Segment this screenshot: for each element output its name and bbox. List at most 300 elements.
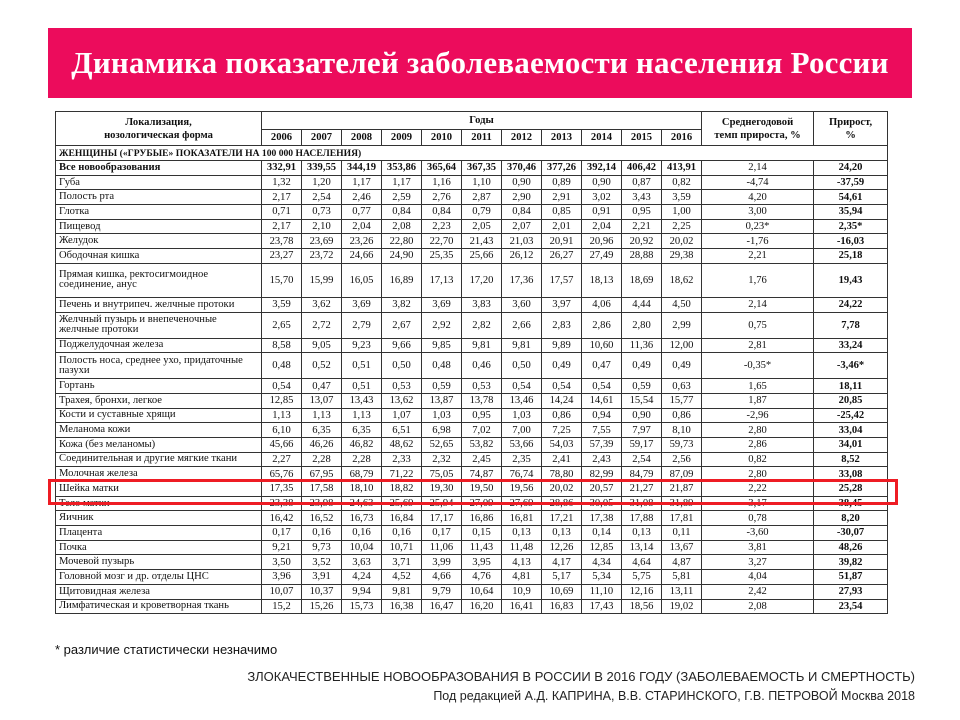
avg-growth-cell: 2,86	[702, 437, 814, 452]
value-cell: 2,59	[382, 190, 422, 205]
value-cell: 2,76	[422, 190, 462, 205]
value-cell: 18,13	[582, 263, 622, 297]
value-cell: 10,37	[302, 584, 342, 599]
value-cell: 18,10	[342, 482, 382, 497]
value-cell: 1,03	[422, 408, 462, 423]
value-cell: 4,44	[622, 297, 662, 312]
value-cell: 2,91	[542, 190, 582, 205]
value-cell: 0,84	[382, 205, 422, 220]
increase-cell: 48,26	[814, 540, 888, 555]
value-cell: 29,38	[662, 249, 702, 264]
row-label: Меланома кожи	[56, 423, 262, 438]
value-cell: 0,79	[462, 205, 502, 220]
value-cell: 28,86	[542, 496, 582, 511]
value-cell: 370,46	[502, 161, 542, 176]
value-cell: 16,20	[462, 599, 502, 614]
value-cell: 13,11	[662, 584, 702, 599]
increase-cell: 24,22	[814, 297, 888, 312]
avg-growth-cell: 1,76	[702, 263, 814, 297]
value-cell: 2,28	[342, 452, 382, 467]
value-cell: 13,07	[302, 393, 342, 408]
value-cell: 406,42	[622, 161, 662, 176]
value-cell: 2,67	[382, 312, 422, 338]
value-cell: 4,34	[582, 555, 622, 570]
table-row	[56, 437, 888, 452]
value-cell: 3,63	[342, 555, 382, 570]
value-cell: 0,90	[582, 175, 622, 190]
value-cell: 0,90	[502, 175, 542, 190]
value-cell: 16,42	[262, 511, 302, 526]
value-cell: 13,78	[462, 393, 502, 408]
value-cell: 0,95	[622, 205, 662, 220]
row-label: Тело матки	[56, 496, 262, 511]
avg-growth-cell: 4,04	[702, 570, 814, 585]
value-cell: 23,38	[262, 496, 302, 511]
table-row	[56, 297, 888, 312]
value-cell: 13,43	[342, 393, 382, 408]
table-row	[56, 423, 888, 438]
value-cell: 2,66	[502, 312, 542, 338]
avg-growth-cell: 2,14	[702, 297, 814, 312]
value-cell: 12,16	[622, 584, 662, 599]
value-cell: 17,57	[542, 263, 582, 297]
value-cell: 19,30	[422, 482, 462, 497]
value-cell: 4,76	[462, 570, 502, 585]
value-cell: 71,22	[382, 467, 422, 482]
value-cell: 2,07	[502, 219, 542, 234]
column-header-localization-line2: нозологическая форма	[104, 129, 213, 141]
value-cell: 3,02	[582, 190, 622, 205]
value-cell: 0,17	[422, 526, 462, 541]
value-cell: 2,27	[262, 452, 302, 467]
value-cell: 46,82	[342, 437, 382, 452]
value-cell: 9,79	[422, 584, 462, 599]
value-cell: 16,81	[502, 511, 542, 526]
value-cell: 14,61	[582, 393, 622, 408]
increase-cell: 23,54	[814, 599, 888, 614]
value-cell: 6,35	[342, 423, 382, 438]
value-cell: 2,86	[582, 312, 622, 338]
value-cell: 17,81	[662, 511, 702, 526]
value-cell: 16,73	[342, 511, 382, 526]
value-cell: 2,10	[302, 219, 342, 234]
avg-growth-cell: 2,80	[702, 423, 814, 438]
value-cell: 24,66	[342, 249, 382, 264]
table-row	[56, 234, 888, 249]
increase-cell: 27,93	[814, 584, 888, 599]
value-cell: 6,98	[422, 423, 462, 438]
value-cell: 59,73	[662, 437, 702, 452]
row-label: Соединительная и другие мягкие ткани	[56, 452, 262, 467]
value-cell: 3,50	[262, 555, 302, 570]
value-cell: 2,28	[302, 452, 342, 467]
avg-growth-cell: -4,74	[702, 175, 814, 190]
value-cell: 2,32	[422, 452, 462, 467]
value-cell: 16,89	[382, 263, 422, 297]
value-cell: 13,67	[662, 540, 702, 555]
value-cell: 1,17	[342, 175, 382, 190]
increase-cell: -3,46*	[814, 353, 888, 379]
value-cell: 53,82	[462, 437, 502, 452]
value-cell: 45,66	[262, 437, 302, 452]
section-label: ЖЕНЩИНЫ («ГРУБЫЕ» ПОКАЗАТЕЛИ НА 100 000 НАСЕЛЕНИЯ)	[56, 146, 888, 161]
increase-cell: 18,11	[814, 379, 888, 394]
value-cell: 17,17	[422, 511, 462, 526]
value-cell: 0,82	[662, 175, 702, 190]
value-cell: 25,66	[462, 249, 502, 264]
value-cell: 11,06	[422, 540, 462, 555]
value-cell: 15,77	[662, 393, 702, 408]
year-header-2013: 2013	[542, 130, 582, 146]
increase-cell: 38,45	[814, 496, 888, 511]
table-row	[56, 599, 888, 614]
avg-growth-cell: -1,76	[702, 234, 814, 249]
value-cell: 23,78	[262, 234, 302, 249]
value-cell: 0,15	[462, 526, 502, 541]
value-cell: 17,35	[262, 482, 302, 497]
value-cell: 0,54	[502, 379, 542, 394]
value-cell: 20,02	[662, 234, 702, 249]
avg-growth-cell: 3,17	[702, 496, 814, 511]
table-row	[56, 452, 888, 467]
source-caption-editors: Под редакцией А.Д. КАПРИНА, В.В. СТАРИНСКОГО, Г.В. ПЕТРОВОЙ Москва 2018	[433, 689, 915, 703]
value-cell: 0,53	[382, 379, 422, 394]
avg-growth-cell: 0,82	[702, 452, 814, 467]
value-cell: 6,10	[262, 423, 302, 438]
row-label: Прямая кишка, ректосигмоидное соединение, анус	[56, 263, 262, 297]
value-cell: 24,63	[342, 496, 382, 511]
value-cell: 67,95	[302, 467, 342, 482]
value-cell: 13,87	[422, 393, 462, 408]
row-label: Кости и суставные хрящи	[56, 408, 262, 423]
value-cell: 413,91	[662, 161, 702, 176]
value-cell: 2,01	[542, 219, 582, 234]
value-cell: 15,99	[302, 263, 342, 297]
year-header-2011: 2011	[462, 130, 502, 146]
value-cell: 76,74	[502, 467, 542, 482]
value-cell: 18,62	[662, 263, 702, 297]
value-cell: 23,27	[262, 249, 302, 264]
value-cell: 2,43	[582, 452, 622, 467]
increase-cell: -16,03	[814, 234, 888, 249]
value-cell: 57,39	[582, 437, 622, 452]
value-cell: 1,03	[502, 408, 542, 423]
value-cell: 13,62	[382, 393, 422, 408]
increase-cell: 33,24	[814, 338, 888, 353]
value-cell: 2,82	[462, 312, 502, 338]
value-cell: 7,97	[622, 423, 662, 438]
value-cell: 3,59	[262, 297, 302, 312]
value-cell: 17,13	[422, 263, 462, 297]
column-header-increase-line1: Прирост,	[828, 116, 873, 128]
value-cell: 20,57	[582, 482, 622, 497]
avg-growth-cell: 2,21	[702, 249, 814, 264]
table-row	[56, 249, 888, 264]
avg-growth-cell: 2,14	[702, 161, 814, 176]
value-cell: 2,99	[662, 312, 702, 338]
value-cell: 75,05	[422, 467, 462, 482]
row-label: Губа	[56, 175, 262, 190]
value-cell: 2,17	[262, 219, 302, 234]
increase-cell: -30,07	[814, 526, 888, 541]
title-banner	[48, 28, 912, 98]
value-cell: 16,83	[542, 599, 582, 614]
increase-cell: 8,20	[814, 511, 888, 526]
avg-growth-cell: 4,20	[702, 190, 814, 205]
value-cell: 6,51	[382, 423, 422, 438]
value-cell: 74,87	[462, 467, 502, 482]
value-cell: 1,10	[462, 175, 502, 190]
value-cell: 367,35	[462, 161, 502, 176]
source-caption-title: ЗЛОКАЧЕСТВЕННЫЕ НОВООБРАЗОВАНИЯ В РОССИИ В 2016 ГОДУ (ЗАБОЛЕВАЕМОСТЬ И СМЕРТНОСТЬ)	[247, 669, 915, 684]
row-label: Шейка матки	[56, 482, 262, 497]
row-label: Щитовидная железа	[56, 584, 262, 599]
value-cell: 2,90	[502, 190, 542, 205]
value-cell: 8,10	[662, 423, 702, 438]
page-title: Динамика показателей заболеваемости населения России	[71, 45, 889, 80]
table-row	[56, 379, 888, 394]
column-header-avg-growth-line2: темп прироста, %	[714, 129, 801, 141]
value-cell: 17,20	[462, 263, 502, 297]
value-cell: 0,17	[262, 526, 302, 541]
value-cell: 0,63	[662, 379, 702, 394]
table-row	[56, 526, 888, 541]
value-cell: 353,86	[382, 161, 422, 176]
value-cell: 1,00	[662, 205, 702, 220]
value-cell: 9,89	[542, 338, 582, 353]
row-label: Желудок	[56, 234, 262, 249]
value-cell: 332,91	[262, 161, 302, 176]
value-cell: 11,36	[622, 338, 662, 353]
row-label: Яичник	[56, 511, 262, 526]
value-cell: 4,87	[662, 555, 702, 570]
value-cell: 21,87	[662, 482, 702, 497]
value-cell: 4,52	[382, 570, 422, 585]
value-cell: 13,46	[502, 393, 542, 408]
table-row	[56, 263, 888, 297]
incidence-table	[55, 111, 888, 614]
value-cell: 0,50	[382, 353, 422, 379]
value-cell: 4,66	[422, 570, 462, 585]
value-cell: 0,49	[662, 353, 702, 379]
avg-growth-cell: -0,35*	[702, 353, 814, 379]
value-cell: 78,80	[542, 467, 582, 482]
value-cell: 54,03	[542, 437, 582, 452]
value-cell: 31,08	[622, 496, 662, 511]
value-cell: 3,69	[342, 297, 382, 312]
value-cell: 15,26	[302, 599, 342, 614]
value-cell: 2,04	[582, 219, 622, 234]
value-cell: 65,76	[262, 467, 302, 482]
value-cell: 0,49	[622, 353, 662, 379]
value-cell: 1,07	[382, 408, 422, 423]
row-label: Молочная железа	[56, 467, 262, 482]
value-cell: 0,53	[462, 379, 502, 394]
value-cell: 2,41	[542, 452, 582, 467]
value-cell: 27,09	[462, 496, 502, 511]
increase-cell: 25,28	[814, 482, 888, 497]
value-cell: 7,00	[502, 423, 542, 438]
value-cell: 2,54	[622, 452, 662, 467]
value-cell: 21,43	[462, 234, 502, 249]
table-row	[56, 511, 888, 526]
value-cell: 30,05	[582, 496, 622, 511]
value-cell: 0,94	[582, 408, 622, 423]
year-header-2007: 2007	[302, 130, 342, 146]
increase-cell: 20,85	[814, 393, 888, 408]
table-row	[56, 540, 888, 555]
avg-growth-cell: 3,81	[702, 540, 814, 555]
value-cell: 392,14	[582, 161, 622, 176]
value-cell: 0,49	[542, 353, 582, 379]
value-cell: 3,59	[662, 190, 702, 205]
value-cell: 12,00	[662, 338, 702, 353]
value-cell: 1,16	[422, 175, 462, 190]
value-cell: 0,13	[622, 526, 662, 541]
value-cell: 2,17	[262, 190, 302, 205]
value-cell: 3,62	[302, 297, 342, 312]
value-cell: 23,98	[302, 496, 342, 511]
row-label: Трахея, бронхи, легкое	[56, 393, 262, 408]
row-label: Полость рта	[56, 190, 262, 205]
value-cell: 12,85	[262, 393, 302, 408]
value-cell: 3,82	[382, 297, 422, 312]
value-cell: 0,91	[582, 205, 622, 220]
avg-growth-cell: 2,80	[702, 467, 814, 482]
value-cell: 2,35	[502, 452, 542, 467]
table-row	[56, 190, 888, 205]
row-label: Поджелудочная железа	[56, 338, 262, 353]
row-label: Полость носа, среднее ухо, придаточные пазухи	[56, 353, 262, 379]
avg-growth-cell: 0,75	[702, 312, 814, 338]
value-cell: 17,21	[542, 511, 582, 526]
row-label: Лимфатическая и кроветворная ткань	[56, 599, 262, 614]
value-cell: 27,69	[502, 496, 542, 511]
increase-cell: 33,04	[814, 423, 888, 438]
avg-growth-cell: 2,22	[702, 482, 814, 497]
value-cell: 0,89	[542, 175, 582, 190]
column-header-increase-line2: %	[845, 129, 856, 141]
value-cell: 25,94	[422, 496, 462, 511]
value-cell: 2,23	[422, 219, 462, 234]
avg-growth-cell: -2,96	[702, 408, 814, 423]
value-cell: 1,13	[302, 408, 342, 423]
table-row	[56, 175, 888, 190]
increase-cell: -37,59	[814, 175, 888, 190]
value-cell: 18,82	[382, 482, 422, 497]
avg-growth-cell: -3,60	[702, 526, 814, 541]
avg-growth-cell: 2,08	[702, 599, 814, 614]
value-cell: 25,35	[422, 249, 462, 264]
avg-growth-cell: 1,87	[702, 393, 814, 408]
value-cell: 4,13	[502, 555, 542, 570]
value-cell: 15,54	[622, 393, 662, 408]
table-row	[56, 353, 888, 379]
value-cell: 46,26	[302, 437, 342, 452]
value-cell: 20,96	[582, 234, 622, 249]
year-header-2016: 2016	[662, 130, 702, 146]
value-cell: 2,92	[422, 312, 462, 338]
value-cell: 21,03	[502, 234, 542, 249]
value-cell: 0,52	[302, 353, 342, 379]
value-cell: 3,99	[422, 555, 462, 570]
value-cell: 0,86	[662, 408, 702, 423]
value-cell: 10,60	[582, 338, 622, 353]
value-cell: 0,47	[582, 353, 622, 379]
value-cell: 22,80	[382, 234, 422, 249]
value-cell: 377,26	[542, 161, 582, 176]
increase-cell: 7,78	[814, 312, 888, 338]
avg-growth-cell: 2,81	[702, 338, 814, 353]
value-cell: 7,55	[582, 423, 622, 438]
value-cell: 52,65	[422, 437, 462, 452]
value-cell: 5,75	[622, 570, 662, 585]
increase-cell: 54,61	[814, 190, 888, 205]
value-cell: 3,97	[542, 297, 582, 312]
value-cell: 16,84	[382, 511, 422, 526]
row-label: Ободочная кишка	[56, 249, 262, 264]
table-row	[56, 584, 888, 599]
value-cell: 0,16	[302, 526, 342, 541]
value-cell: 18,56	[622, 599, 662, 614]
value-cell: 87,09	[662, 467, 702, 482]
value-cell: 16,47	[422, 599, 462, 614]
value-cell: 4,24	[342, 570, 382, 585]
value-cell: 11,48	[502, 540, 542, 555]
value-cell: 10,07	[262, 584, 302, 599]
value-cell: 0,50	[502, 353, 542, 379]
row-label: Мочевой пузырь	[56, 555, 262, 570]
value-cell: 15,70	[262, 263, 302, 297]
value-cell: 16,86	[462, 511, 502, 526]
value-cell: 21,27	[622, 482, 662, 497]
value-cell: 2,65	[262, 312, 302, 338]
value-cell: 19,02	[662, 599, 702, 614]
value-cell: 28,88	[622, 249, 662, 264]
value-cell: 20,92	[622, 234, 662, 249]
value-cell: 2,04	[342, 219, 382, 234]
value-cell: 20,91	[542, 234, 582, 249]
column-header-increase	[814, 112, 888, 146]
value-cell: 2,25	[662, 219, 702, 234]
value-cell: 3,69	[422, 297, 462, 312]
value-cell: 9,81	[462, 338, 502, 353]
value-cell: 27,49	[582, 249, 622, 264]
value-cell: 2,79	[342, 312, 382, 338]
value-cell: 17,38	[582, 511, 622, 526]
table-row	[56, 555, 888, 570]
value-cell: 2,80	[622, 312, 662, 338]
value-cell: 9,94	[342, 584, 382, 599]
value-cell: 0,59	[622, 379, 662, 394]
row-label: Почка	[56, 540, 262, 555]
column-header-avg-growth	[702, 112, 814, 146]
value-cell: 3,95	[462, 555, 502, 570]
value-cell: 23,26	[342, 234, 382, 249]
value-cell: 344,19	[342, 161, 382, 176]
value-cell: 53,66	[502, 437, 542, 452]
value-cell: 4,64	[622, 555, 662, 570]
avg-growth-cell: 2,42	[702, 584, 814, 599]
value-cell: 0,90	[622, 408, 662, 423]
value-cell: 1,32	[262, 175, 302, 190]
value-cell: 0,51	[342, 379, 382, 394]
value-cell: 9,21	[262, 540, 302, 555]
value-cell: 0,16	[382, 526, 422, 541]
increase-cell: 35,94	[814, 205, 888, 220]
value-cell: 0,73	[302, 205, 342, 220]
value-cell: 0,51	[342, 353, 382, 379]
